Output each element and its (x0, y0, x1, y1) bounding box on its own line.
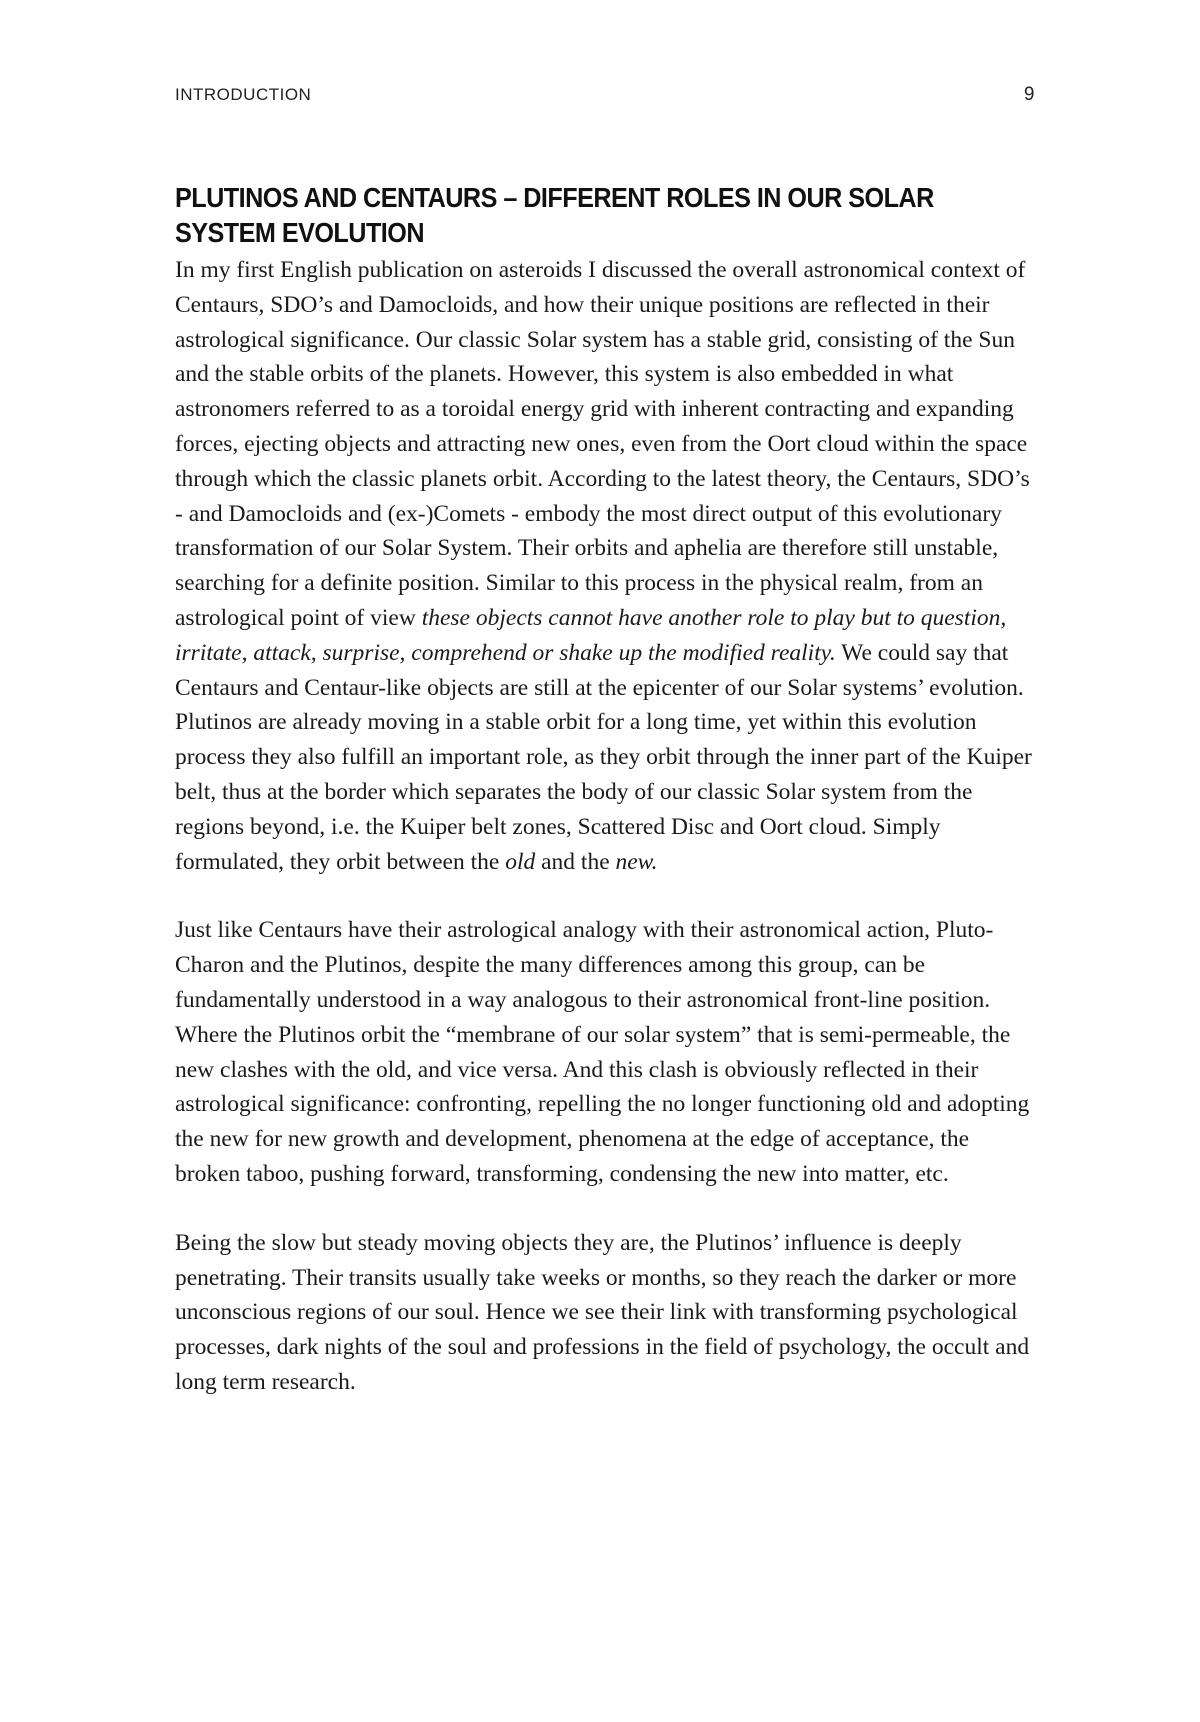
paragraph-3: Being the slow but steady moving objects they are, the Plutinos’ influence is deeply penetrating. Their transits usually take weeks or months, so they reach the darker or more unconscious regions of our soul. Hence we see their link with transforming psychological processes, dark nights of the soul and professions in the field of psychology, the occult and long term research. (175, 1229, 1030, 1395)
paragraph-1-italic-old: old (505, 848, 536, 875)
section-title: INTRODUCTION (175, 85, 312, 104)
paragraph-2: Just like Centaurs have their astrological analogy with their astronomical action, Pluto-Charon and the Plutinos, despite the many differences among this group, can be fundamentally understood in a way analogous to their astronomical front-line position. Where the Plutinos orbit the “membrane of our solar system” that is semi-permeable, the new clashes with the old, and vice versa. And this clash is obviously reflected in their astrological significance: confronting, repelling the no longer functioning old and adopting the new for new growth and development, phenomena at the edge of acceptance, the broken taboo, pushing forward, transforming, condensing the new into matter, etc. (175, 917, 1030, 1187)
paragraph-1 (175, 253, 1037, 879)
main-content (175, 180, 1037, 1400)
paragraph-1-text-c: We could say that Centaurs and Centaur-like objects are still at the epicenter of our Solar systems’ evolution. Plutinos are already moving in a stable orbit for a long time, yet within this evolution process they also fulfill an important role, as they orbit through the inner part of the Kuiper belt, thus at the border which separates the body of our classic Solar system from the regions beyond, i.e. the Kuiper belt zones, Scattered Disc and Oort cloud. Simply formulated, they orbit between the (175, 639, 1032, 875)
page-number: 9 (1023, 84, 1035, 105)
paragraph-1-text-e: and the (535, 848, 616, 875)
paragraph-1-italic-new: new. (615, 848, 658, 875)
paragraph-1-text-a: In my first English publication on asteroids I discussed the overall astronomical context of Centaurs, SDO’s and Damocloids, and how their unique positions are reflected in their astrological significance. Our classic Solar system has a stable grid, consisting of the Sun and the stable orbits of the planets. However, this system is also embedded in what astronomers referred to as a toroidal energy grid with inherent contracting and expanding forces, ejecting objects and attracting new ones, even from the Oort cloud within the space through which the classic planets orbit. According to the latest theory, the Centaurs, SDO’s - and Damocloids and (ex-)Comets - embody the most direct output of this evolutionary transformation of our Solar System. Their orbits and aphelia are therefore still unstable, searching for a definite position. Similar to this process in the physical realm, from an astrological point of view (175, 257, 1030, 631)
running-head (175, 84, 1035, 106)
chapter-heading: PLUTINOS AND CENTAURS – DIFFERENT ROLES IN OUR SOLAR SYSTEM EVOLUTION (175, 182, 934, 248)
paragraph-1-italic-b: these objects cannot have another role to play but to question, irritate, attack, surprise, comprehend or shake up the modified reality. (175, 604, 1007, 666)
